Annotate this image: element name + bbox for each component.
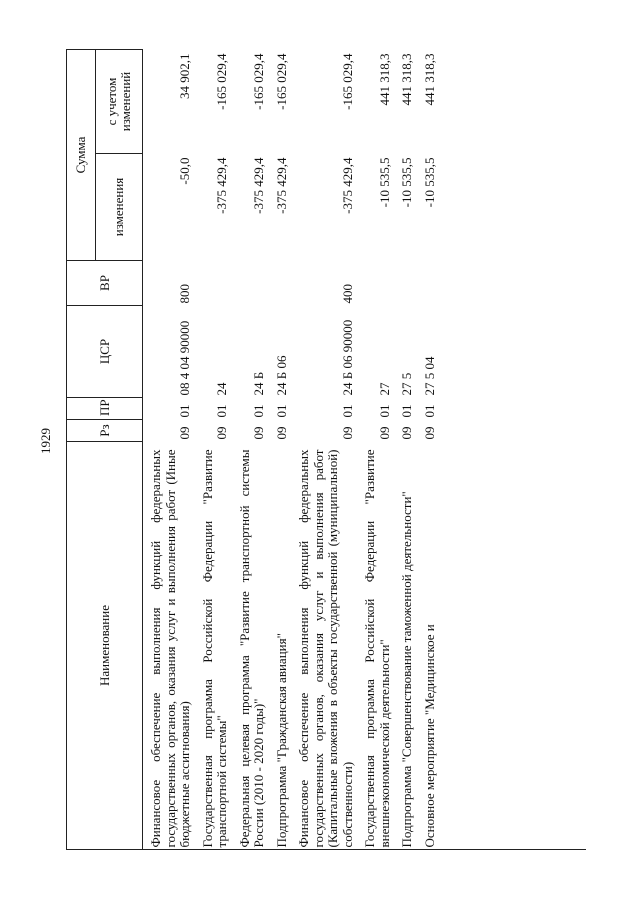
row-total: -165 029,4 <box>339 53 355 110</box>
row-total: 441 318,3 <box>399 53 414 106</box>
header-vr: ВР <box>67 261 143 306</box>
header-pr: ПР <box>67 398 143 420</box>
row-csr: 24 <box>214 382 229 396</box>
table-left-border <box>66 849 586 850</box>
row-vr <box>232 261 269 306</box>
row-rz: 09 <box>339 426 355 440</box>
row-name: Основное мероприятие "Медицинское и <box>421 624 437 848</box>
row-total: 441 318,3 <box>421 53 437 106</box>
page-number: 1929 <box>38 428 53 454</box>
row-pr: 01 <box>177 404 192 418</box>
table-row <box>143 50 195 850</box>
table-row <box>417 50 440 850</box>
row-change: -10 535,5 <box>376 157 392 208</box>
row-rz: 09 <box>214 426 229 440</box>
row-total: 34 902,1 <box>177 53 192 99</box>
header-with-changes: с учетом изменений <box>96 50 143 154</box>
table-row <box>269 50 292 850</box>
table-row <box>232 50 269 850</box>
row-change: -10 535,5 <box>421 157 437 208</box>
row-pr: 01 <box>214 404 229 418</box>
row-csr: 27 5 <box>399 372 414 396</box>
row-rz: 09 <box>251 426 266 440</box>
header-csr: ЦСР <box>67 306 143 398</box>
row-vr <box>195 261 232 306</box>
row-vr <box>394 261 417 306</box>
row-rz: 09 <box>399 426 414 440</box>
row-change: -375 429,4 <box>273 157 289 214</box>
row-name: Федеральная целевая программа "Развитие транспортной системы России (2010 - 2020 годы)" <box>236 449 266 848</box>
row-pr: 01 <box>376 404 392 418</box>
row-rz: 09 <box>376 426 392 440</box>
row-change: -375 429,4 <box>214 157 229 214</box>
row-change: -10 535,5 <box>399 157 414 208</box>
row-name: Государственная программа Российской Федерации "Развитие транспортной системы" <box>199 449 229 848</box>
row-csr: 27 <box>376 382 392 396</box>
row-csr: 08 4 04 90000 <box>177 320 192 396</box>
row-vr <box>417 261 440 306</box>
row-rz: 09 <box>421 426 437 440</box>
header-sum: Сумма <box>67 50 96 261</box>
row-csr: 24 Б <box>251 371 266 396</box>
row-change: -375 429,4 <box>251 157 266 214</box>
row-name: Финансовое обеспечение выполнения функций федеральных государственных органов, оказания услуг и выполнения работ (Капитальные вложения в объекты государственной (муниципальной) собственности) <box>296 449 355 848</box>
header-changes: изменения <box>96 154 143 261</box>
table-row <box>291 50 357 850</box>
row-total: -165 029,4 <box>251 53 266 110</box>
row-pr: 01 <box>339 404 355 418</box>
table-body <box>143 50 440 850</box>
row-name: Подпрограмма "Совершенствование таможенной деятельности" <box>399 491 414 848</box>
row-csr: 27 5 04 <box>421 356 437 396</box>
row-vr <box>269 261 292 306</box>
row-name: Финансовое обеспечение выполнения функций федеральных государственных органов, оказания услуг и выполнения работ (Иные бюджетные ассигнования) <box>148 449 192 848</box>
row-change: -50,0 <box>177 157 192 185</box>
row-change: -375 429,4 <box>339 157 355 214</box>
row-total: -165 029,4 <box>273 53 289 110</box>
header-name: Наименование <box>67 442 143 850</box>
table-row <box>357 50 394 850</box>
row-pr: 01 <box>399 404 414 418</box>
budget-table-rotated <box>66 50 586 850</box>
row-rz: 09 <box>177 426 192 440</box>
header-rz: Рз <box>67 420 143 442</box>
row-pr: 01 <box>421 404 437 418</box>
row-name: Государственная программа Российской Федерации "Развитие внешнеэкономической деятельности" <box>362 449 392 848</box>
table-row <box>394 50 417 850</box>
row-pr: 01 <box>251 404 266 418</box>
row-vr: 400 <box>339 284 355 304</box>
table-row <box>195 50 232 850</box>
row-pr: 01 <box>273 404 289 418</box>
row-vr: 800 <box>177 284 192 304</box>
row-csr: 24 Б 06 <box>273 355 289 396</box>
row-total: 441 318,3 <box>376 53 392 106</box>
row-name: Подпрограмма "Гражданская авиация" <box>273 633 289 848</box>
row-csr: 24 Б 06 90000 <box>339 319 355 396</box>
budget-table <box>66 49 439 850</box>
row-vr <box>357 261 394 306</box>
row-total: -165 029,4 <box>214 53 229 110</box>
row-rz: 09 <box>273 426 289 440</box>
